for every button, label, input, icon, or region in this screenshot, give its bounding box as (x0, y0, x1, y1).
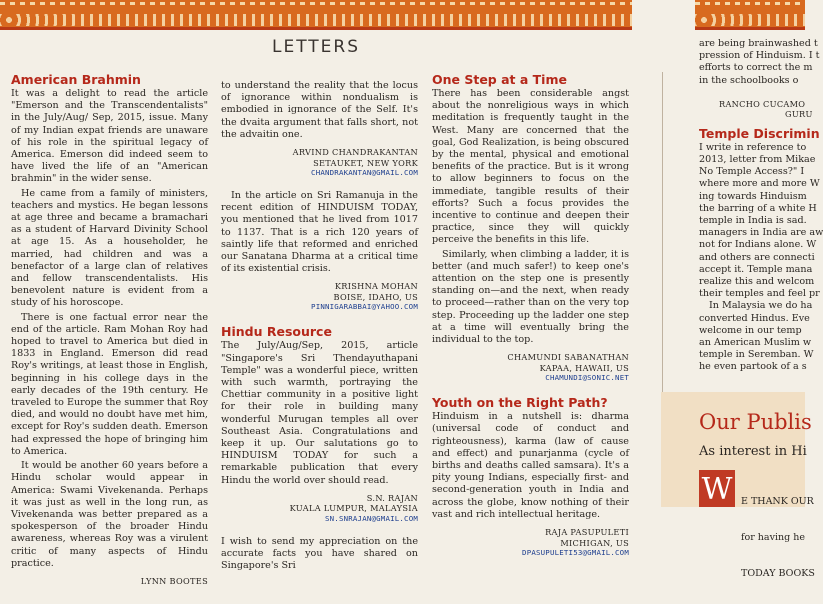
line: managers in India are aw (699, 227, 823, 239)
line: efforts to correct the m (699, 62, 813, 74)
line: where more and more W (699, 178, 820, 190)
letter-paragraph: to understand the reality that the locus of ignorance within nondualism is embodied in ignorance of the Self. It's the dvaita argument that falls short, not the advaitin one. (221, 80, 418, 140)
line: 2013, letter from Mikae (699, 154, 816, 166)
decorative-border-right (695, 0, 805, 30)
line: pression of Hinduism. I t (699, 50, 820, 62)
letter-paragraph: It would be another 60 years before a Hindu scholar would appear in America: Swami Vivekenanda. Perhaps it was just as well in the long run, as Vivekenanda was better prepared as a spokesperson of the broader Hindu awareness, whereas Roy was a virulent critic of many aspects of Hindu practice. (11, 460, 208, 569)
signature-place: GURU (785, 109, 813, 120)
line: he even partook of a s (699, 361, 807, 373)
ad-line: for having he (741, 532, 805, 543)
line: temple in India is sad. (699, 215, 807, 227)
ad-title: Our Publis (699, 410, 812, 434)
column-2 (221, 80, 418, 574)
column-4 (699, 38, 823, 374)
signature-name: LYNN BOOTES (140, 575, 208, 586)
letter-paragraph: It was a delight to read the article "Emerson and the Transcendentalists" in the July/Aug/ Sep, 2015, issue. Many of my Indian expat friends are unaware of his role in the spiritual legacy of America. Emerson did indeed seem to have lived the life of an "American brahmin" in the wider sense. (11, 88, 208, 185)
ad-subtitle: As interest in Hi (699, 444, 807, 459)
line: the barring of a white H (699, 202, 817, 214)
signature-name: S.N. RAJAN (366, 492, 418, 503)
page-title: LETTERS (271, 37, 361, 57)
line: realize this and welcom (699, 276, 815, 288)
signature-place: KAPAA, HAWAII, US (539, 362, 629, 373)
line: accept it. Temple mana (699, 263, 813, 275)
signature-email[interactable]: DPASUPULETI53@GMAIL.COM (522, 548, 629, 558)
line: in the schoolbooks o (699, 74, 799, 86)
ad-body (741, 472, 815, 604)
line: not for Indians alone. W (699, 239, 817, 251)
line: ing towards Hinduism (699, 190, 807, 202)
line: are being brainwashed t (699, 38, 818, 49)
signature-email[interactable]: PINNIGARABBAI@YAHOO.COM (311, 302, 418, 312)
decorative-border-left (0, 0, 632, 30)
line: converted Hindus. Eve (699, 312, 810, 324)
letter-paragraph: The July/Aug/Sep, 2015, article "Singapore's Sri Thendayuthapani Temple" was a wonderful piece, written with such warmth, portraying the Chettiar community in a positive light for their role in building many wonderful Murugan temples all over Southeast Asia. Congratulations and keep it up. Our salutations go to HINDUISM TODAY for such a remarkable publication that every Hindu the world over should read. (221, 340, 418, 486)
line: their temples and feel pr (699, 288, 820, 300)
letter-heading: Temple Discrimin (699, 125, 820, 141)
signature-email[interactable]: CHAMUNDI@SONIC.NET (545, 373, 629, 383)
line: I write in reference to (699, 141, 807, 153)
letter-paragraph: I wish to send my appreciation on the accurate facts you have shared on Singapore's Sri (221, 535, 418, 572)
letter-heading: American Brahmin (11, 72, 141, 87)
signature-place: BOISE, IDAHO, US (333, 291, 418, 302)
signature-name: CHAMUNDI SABANATHAN (507, 352, 629, 363)
letter-paragraph: In the article on Sri Ramanuja in the recent edition of HINDUISM TODAY, you mentioned that he lived from 1017 to 1137. That is a rich 120 years of saintly life that reformed and enriched our Sanatana Dharma at a critical time of its existential crisis. (221, 190, 418, 275)
ad-line: E THANK OUR (741, 496, 814, 507)
letter-heading: Youth on the Right Path? (432, 395, 608, 411)
signature-name: RANCHO CUCAMO (719, 98, 806, 109)
line: welcome in our temp (699, 324, 802, 336)
signature-place: SETAUKET, NEW YORK (313, 157, 418, 168)
line: In Malaysia we do ha (709, 300, 813, 312)
column-1 (11, 72, 208, 586)
column-3 (432, 72, 629, 558)
line: and others are connecti (699, 251, 815, 263)
signature-email[interactable]: CHANDRAKANTAN@GMAIL.COM (311, 168, 418, 178)
letter-paragraph: Hinduism in a nutshell is: dharma (universal code of conduct and righteousness), karma (law of cause and effect) and punarjanma (cycle of births and deaths called samsara). It's a pity young Indians, especially first- and second-generation youth in India and across the globe, know nothing of their vast and rich intellectual heritage. (432, 411, 629, 520)
letter-paragraph: He came from a family of ministers, teachers and mystics. He began lessons at age three and became a bramachari as a student of Harvard Divinity School at age 15. As a householder, he married, had children and was a benefactor of a large clan of relatives and fellow transcendentalists. His benevolent nature is evident from a study of his horoscope. (11, 187, 208, 309)
signature-name: KRISHNA MOHAN (334, 281, 418, 292)
drop-cap: W (699, 470, 735, 507)
letter-heading: Hindu Resource (221, 324, 332, 340)
letter-heading: One Step at a Time (432, 72, 567, 87)
line: temple in Seremban. W (699, 349, 814, 361)
letter-text (699, 300, 819, 373)
signature-place: KUALA LUMPUR, MALAYSIA (289, 503, 418, 514)
signature-name: RAJA PASUPULETI (545, 527, 629, 538)
letter-paragraph: There is one factual error near the end of the article. Ram Mohan Roy had hoped to travel to America but died in 1833 in England. Emerson did read Roy's writings, at least those in English, beginning in his college days in the early decades of the 19th century. He traveled to Europe the summer that Roy died, and would no doubt have met him, except for Roy's sudden death. Emerson had expressed the hope of bringing him to America. (11, 311, 208, 457)
signature-email[interactable]: SN.SNRAJAN@GMAIL.COM (325, 513, 418, 523)
signature-name: ARVIND CHANDRAKANTAN (292, 147, 418, 158)
letter-text (699, 141, 823, 301)
line: No Temple Access?" I (699, 166, 805, 178)
signature-place: MICHIGAN, US (560, 537, 629, 548)
line: an American Muslim w (699, 337, 812, 349)
letter-paragraph: Similarly, when climbing a ladder, it is better (and much safer!) to keep one's attention on the step one is presently standing on—and the next, when ready to proceed—rather than on the very top step. Proceeding up the ladder one step at a time will eventually bring the individual to the top. (432, 248, 629, 346)
publications-ad (661, 392, 815, 579)
ad-line: TODAY BOOKS (741, 568, 815, 579)
letter-paragraph: There has been considerable angst about the nonreligious ways in which meditation is frequently taught in the West. Many are concerned that the goal, God Realization, is being obscured by the mental, physical and emotional benefits of the practice. But is it wrong to allow beginners to focus on the immediate, tangible results of their efforts? Such a focus provides the incentive to continue and deepen their practice, since they will quickly perceive the benefits in this life. (432, 88, 629, 246)
